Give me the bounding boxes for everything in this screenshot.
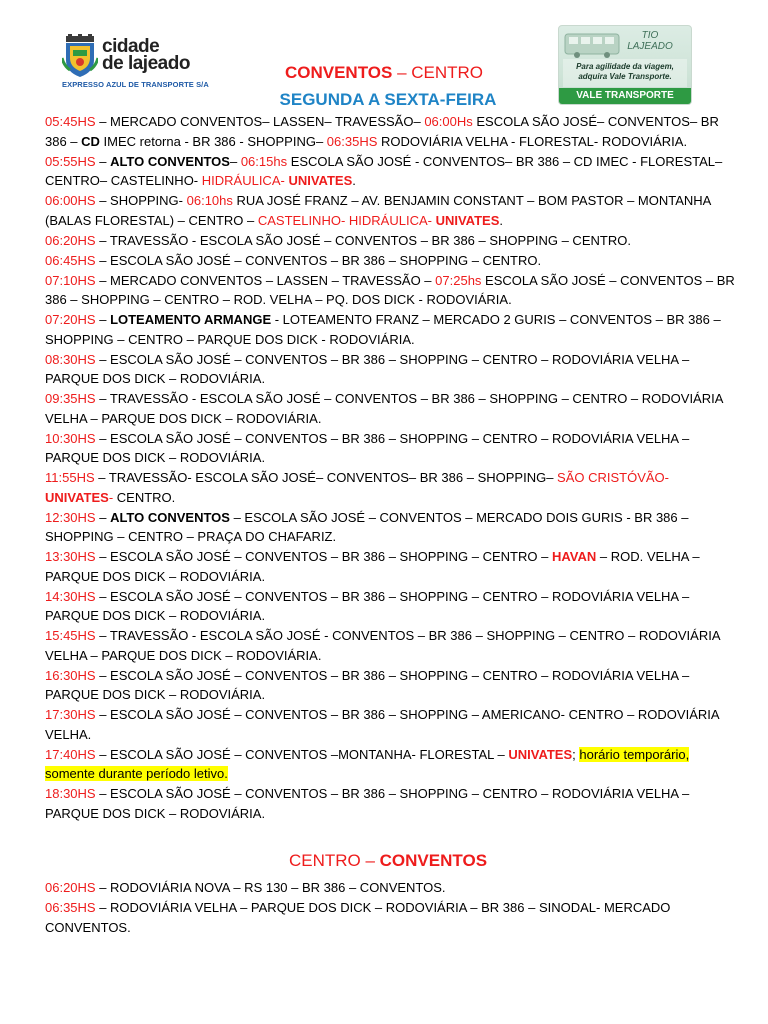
route-segment: HIDRÁULICA- [201, 173, 289, 188]
schedule-entry [45, 898, 735, 937]
route-segment: – TRAVESSÃO- ESCOLA SÃO JOSÉ– CONVENTOS– BR 386 – SHOPPING– [94, 470, 558, 485]
route-segment: – [95, 153, 111, 169]
tio-line1: TIO [641, 30, 659, 41]
route-segment: RODOVIÁRIA VELHA - FLORESTAL- RODOVIÁRIA. [377, 133, 688, 149]
logo-text-line2: de lajeado [102, 53, 190, 74]
route-segment: – RODOVIÁRIA VELHA – PARQUE DOS DICK – RODOVIÁRIA – BR 386 – SINODAL- MERCADO CONVENTOS. [45, 900, 671, 935]
route-segment: – ESCOLA SÃO JOSÉ – CONVENTOS –MONTANHA- FLORESTAL – [95, 746, 509, 762]
schedule-centro-conventos [45, 878, 735, 938]
route-segment: – MERCADO CONVENTOS – LASSEN – TRAVESSÃO – [95, 272, 436, 288]
tio-line2: LAJEADO [627, 41, 673, 52]
route-segment: LOTEAMENTO ARMANGE [110, 312, 272, 327]
route-segment: - LOTEAMENTO FRANZ – MERCADO 2 GURIS – CONVENTOS – BR 386 – SHOPPING – CENTRO – PARQUE DOS DICK - RODOVIÁRIA. [45, 312, 721, 347]
departure-time: 14:30HS [45, 588, 96, 604]
route-segment: – [95, 312, 111, 327]
departure-time: 08:30HS [45, 351, 96, 367]
schedule-entry [45, 745, 735, 784]
route-segment: – ESCOLA SÃO JOSÉ – CONVENTOS – BR 386 – SHOPPING – CENTRO. [95, 252, 542, 268]
route-segment: ESCOLA SÃO JOSÉ– CONVENTOS– BR 386 – [45, 114, 719, 149]
schedule-entry [45, 587, 735, 626]
departure-time: 10:30HS [45, 430, 96, 446]
route-segment: RUA JOSÉ FRANZ – AV. BENJAMIN CONSTANT – BOM PASTOR – MONTANHA (BALAS FLORESTAL) – CENTRO – [45, 193, 711, 228]
departure-time: 13:30HS [45, 549, 96, 564]
logo-text-line1: cidade [102, 36, 160, 57]
section-origin: CENTRO [288, 851, 361, 870]
schedule-entry [45, 191, 735, 230]
route-segment: – ROD. VELHA – PARQUE DOS DICK – RODOVIÁRIA. [45, 549, 700, 584]
route-segment: 07:25hs [435, 272, 482, 288]
logo-subtitle: EXPRESSO AZUL DE TRANSPORTE S/A [62, 80, 209, 89]
route-segment: – ESCOLA SÃO JOSÉ – CONVENTOS – BR 386 – SHOPPING – CENTRO – RODOVIÁRIA VELHA – PARQUE DOS DICK – RODOVIÁRIA. [45, 588, 690, 623]
schedule-entry [45, 429, 735, 468]
departure-time: 16:30HS [45, 667, 96, 683]
route-segment: – ESCOLA SÃO JOSÉ – CONVENTOS – BR 386 – SHOPPING – CENTRO – RODOVIÁRIA VELHA – PARQUE DOS DICK – RODOVIÁRIA. [45, 786, 690, 821]
departure-time: 15:45HS [45, 628, 96, 643]
departure-time: 06:35HS [45, 900, 96, 915]
vale-transporte-bar: VALE TRANSPORTE [559, 88, 691, 104]
route-segment: CD [81, 133, 100, 149]
schedule-entry [45, 784, 735, 823]
route-segment: IMEC retorna - BR 386 - SHOPPING– [99, 133, 327, 149]
slogan-line2: adquira Vale Transporte. [578, 72, 672, 81]
route-segment: UNIVATES [288, 173, 353, 188]
departure-time: 12:30HS [45, 509, 96, 525]
route-segment: – ESCOLA SÃO JOSÉ – CONVENTOS – BR 386 – SHOPPING – CENTRO – RODOVIÁRIA VELHA – PARQUE DOS DICK – RODOVIÁRIA. [45, 430, 690, 465]
title-destination: CENTRO [411, 63, 484, 82]
route-segment: - [108, 489, 114, 505]
route-segment: – [229, 153, 241, 169]
departure-time: 17:30HS [45, 707, 96, 722]
route-segment: – TRAVESSÃO - ESCOLA SÃO JOSÉ – CONVENTOS – BR 386 – SHOPPING – CENTRO. [95, 232, 631, 248]
route-segment: ESCOLA SÃO JOSÉ - CONVENTOS– BR 386 – CD IMEC - FLORESTAL– CENTRO– CASTELINHO- [45, 153, 723, 188]
route-segment: ALTO CONVENTOS [110, 153, 230, 169]
route-segment: 06:10hs [186, 193, 233, 208]
route-segment: UNIVATES [435, 212, 500, 228]
route-segment: – SHOPPING- [95, 193, 187, 208]
route-segment: – ESCOLA SÃO JOSÉ – CONVENTOS – BR 386 – SHOPPING – AMERICANO- CENTRO – RODOVIÁRIA VELHA. [45, 707, 719, 742]
route-segment: UNIVATES [45, 489, 109, 505]
departure-time: 18:30HS [45, 786, 96, 801]
route-segment: – TRAVESSÃO - ESCOLA SÃO JOSÉ - CONVENTOS – BR 386 – SHOPPING – CENTRO – RODOVIÁRIA VELHA – PARQUE DOS DICK – RODOVIÁRIA. [45, 628, 720, 663]
schedule-entry [45, 547, 735, 586]
departure-time: 11:55HS [45, 470, 95, 485]
route-segment: . [352, 173, 356, 188]
route-segment: – ESCOLA SÃO JOSÉ – CONVENTOS – BR 386 – SHOPPING – CENTRO – RODOVIÁRIA VELHA – PARQUE DOS DICK – RODOVIÁRIA. [45, 667, 690, 702]
departure-time: 06:45HS [45, 252, 96, 268]
route-segment: CENTRO. [113, 489, 176, 505]
schedule-conventos-centro [45, 112, 735, 824]
schedule-entry [45, 271, 735, 310]
bus-icon [563, 28, 623, 60]
schedule-entry [45, 626, 735, 665]
route-segment: – ESCOLA SÃO JOSÉ – CONVENTOS – MERCADO DOIS GURIS - BR 386 – SHOPPING – CENTRO – PRAÇA DO CHAFARIZ. [45, 509, 689, 544]
schedule-entry [45, 231, 735, 251]
route-segment: – TRAVESSÃO - ESCOLA SÃO JOSÉ – CONVENTOS – BR 386 – SHOPPING – CENTRO – RODOVIÁRIA VELHA – PARQUE DOS DICK – RODOVIÁRIA. [45, 391, 723, 426]
route-segment: – MERCADO CONVENTOS– LASSEN– TRAVESSÃO– [95, 114, 425, 129]
departure-time: 06:20HS [45, 232, 96, 248]
schedule-entry [45, 310, 735, 349]
route-segment: UNIVATES [508, 746, 573, 762]
schedule-entry [45, 508, 735, 547]
departure-time: 09:35HS [45, 391, 96, 406]
departure-time: 06:00HS [45, 193, 96, 208]
route-segment: – [95, 509, 111, 525]
route-segment: – ESCOLA SÃO JOSÉ – CONVENTOS – BR 386 – SHOPPING – CENTRO – [95, 549, 552, 564]
title-dash: – [392, 63, 412, 82]
departure-time: 06:20HS [45, 880, 96, 895]
schedule-entry [45, 112, 735, 151]
route-segment: . [499, 212, 504, 228]
section-dash: – [360, 851, 380, 870]
departure-time: 05:55HS [45, 153, 96, 169]
section-title-centro-conventos [0, 850, 768, 872]
route-segment: ; [572, 746, 580, 762]
page-title [0, 63, 768, 83]
schedule-entry [45, 666, 735, 705]
route-segment: 06:35HS [326, 133, 378, 149]
route-segment: CASTELINHO- HIDRÁULICA- [257, 212, 436, 228]
schedule-entry [45, 705, 735, 744]
departure-time: 05:45HS [45, 114, 96, 129]
schedule-entry [45, 878, 735, 898]
schedule-entry [45, 468, 735, 507]
temporary-schedule-note: horário temporário, somente durante período letivo. [45, 746, 690, 781]
page-subtitle: SEGUNDA A SEXTA-FEIRA [279, 90, 497, 109]
route-segment: – ESCOLA SÃO JOSÉ – CONVENTOS – BR 386 – SHOPPING – CENTRO – RODOVIÁRIA VELHA – PARQUE DOS DICK – RODOVIÁRIA. [45, 351, 690, 386]
tio-lajeado-label [619, 30, 681, 52]
schedule-entry [45, 389, 735, 428]
route-segment: 06:15hs [240, 153, 288, 169]
section-destination: CONVENTOS [379, 851, 488, 870]
route-segment: HAVAN [551, 549, 597, 564]
route-segment: ALTO CONVENTOS [110, 509, 230, 525]
schedule-entry [45, 251, 735, 271]
departure-time: 07:10HS [45, 272, 96, 288]
title-origin: CONVENTOS [284, 63, 393, 82]
schedule-entry [45, 350, 735, 389]
slogan-line1: Para agilidade da viagem, [576, 62, 674, 71]
route-segment: SÃO CRISTÓVÃO- [557, 470, 669, 485]
route-segment: – RODOVIÁRIA NOVA – RS 130 – BR 386 – CONVENTOS. [95, 880, 446, 895]
departure-time: 17:40HS [45, 746, 96, 762]
route-segment: 06:00Hs [424, 114, 473, 129]
route-segment: ESCOLA SÃO JOSÉ – CONVENTOS – BR 386 – SHOPPING – CENTRO – ROD. VELHA – PQ. DOS DICK - RODOVIÁRIA. [45, 272, 735, 307]
departure-time: 07:20HS [45, 312, 96, 327]
schedule-entry [45, 152, 735, 191]
